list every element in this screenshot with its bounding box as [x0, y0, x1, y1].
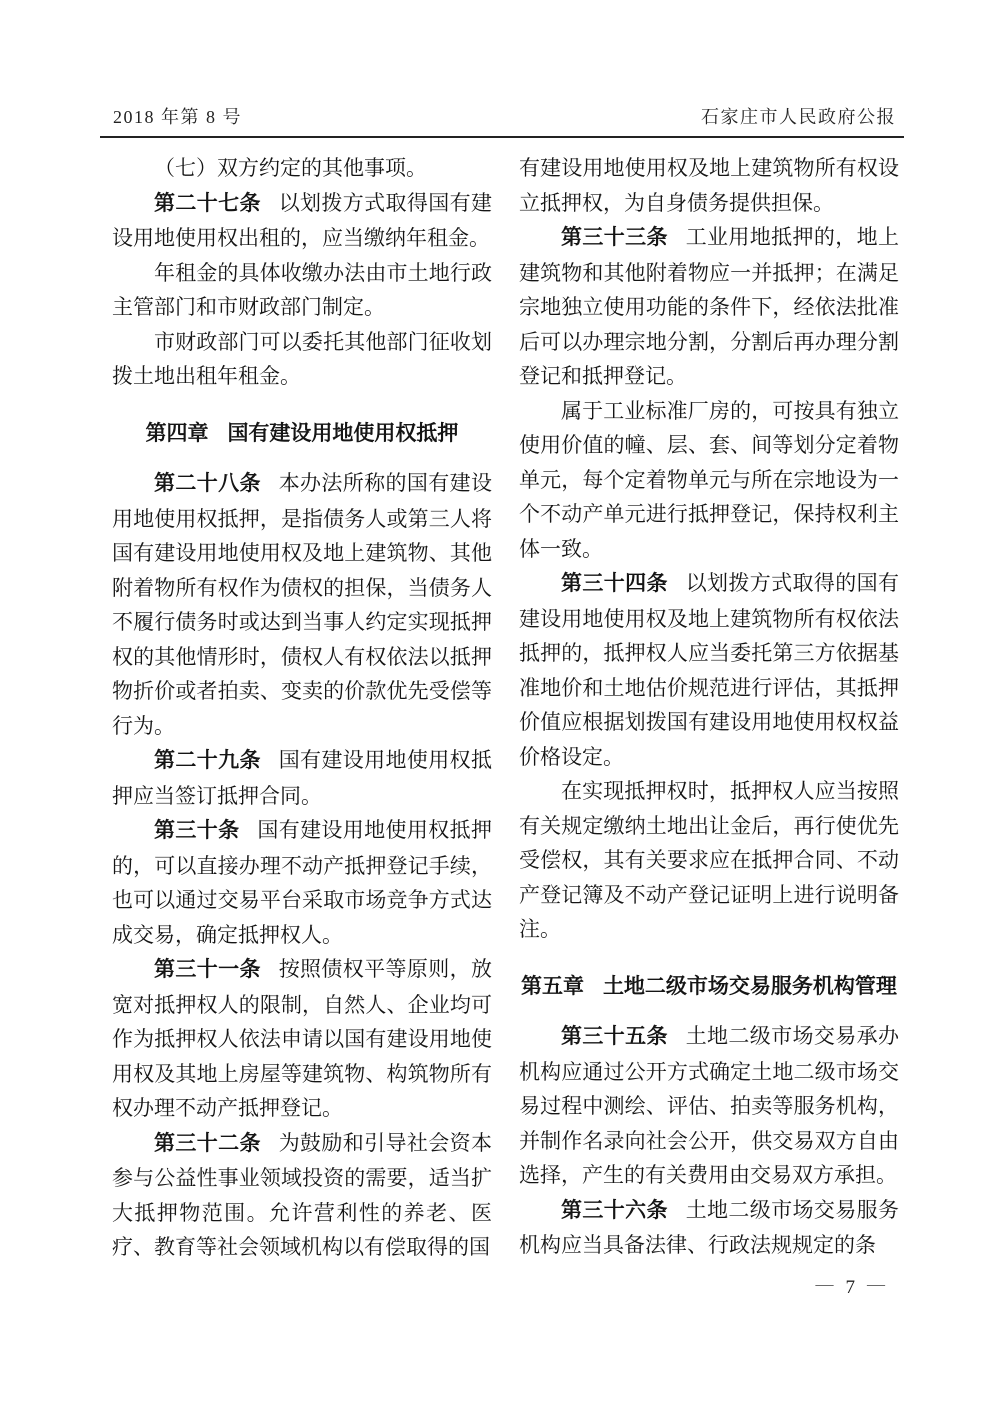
paragraph: [112, 1126, 492, 1265]
text-columns: [112, 151, 899, 1305]
chapter-number: 第五章: [521, 974, 585, 998]
page-number: [519, 1270, 899, 1306]
paragraph-text: 为鼓励和引导社会资本参与公益性事业领域投资的需要，适当扩大抵押物范围。允许营利性的养老、医疗、教育等社会领域机构以有偿取得的国: [112, 1130, 493, 1259]
paragraph: [519, 1019, 899, 1193]
paragraph: [112, 151, 492, 186]
paragraph: [112, 325, 492, 394]
right-column: [519, 151, 899, 1305]
article-number-lead: 第三十条: [154, 819, 240, 842]
paragraph: [112, 952, 492, 1126]
header-rule: [100, 136, 904, 138]
article-number-lead: 第二十八条: [154, 472, 261, 495]
paragraph-text: 有建设用地使用权及地上建筑物所有权设立抵押权，为自身债务提供担保。: [519, 156, 899, 215]
paragraph-text: 本办法所称的国有建设用地使用权抵押，是指债务人或第三人将国有建设用地使用权及地上建筑物、其他附着物所有权作为债权的担保，当债务人不履行债务时或达到当事人约定实现抵押权的其他情形时，债权人有权依法以抵押物折价或者拍卖、变卖的价款优先受偿等行为。: [112, 471, 493, 738]
paragraph: [112, 256, 492, 325]
paragraph: [519, 220, 899, 394]
paragraph: [519, 774, 899, 947]
article-number-lead: 第三十一条: [154, 958, 261, 981]
paragraph-text: 年租金的具体收缴办法由市土地行政主管部门和市财政部门制定。: [112, 260, 492, 319]
page-number-dash-right: —: [867, 1273, 885, 1294]
article-number-lead: 第三十六条: [561, 1198, 668, 1222]
chapter-title: 土地二级市场交易服务机构管理: [602, 974, 897, 998]
paragraph: [519, 1193, 899, 1263]
paragraph-text: 以划拨方式取得国有建设用地使用权出租的，应当缴纳年租金。: [112, 190, 493, 250]
paragraph: [112, 186, 492, 256]
paragraph: [112, 466, 492, 743]
paragraph: [519, 394, 899, 567]
paragraph-text: 国有建设用地使用权抵押的，可以直接办理不动产抵押登记手续，也可以通过交易平台采取市场竞争方式达成交易，确定抵押权人。: [112, 818, 493, 947]
article-number-lead: 第三十三条: [561, 226, 668, 249]
paragraph-text: 按照债权平等原则，放宽对抵押权人的限制，自然人、企业均可作为抵押权人依法申请以国有建设用地使用权及其地上房屋等建筑物、构筑物所有权办理不动产抵押登记。: [112, 957, 493, 1120]
article-number-lead: 第二十九条: [154, 749, 261, 772]
paragraph-text: 以划拨方式取得的国有建设用地使用权及地上建筑物所有权依法抵押的，抵押权人应当委托第三方依据基准地价和土地估价规范进行评估，其抵押价值应根据划拨国有建设用地使用权权益价格设定。: [519, 571, 900, 769]
paragraph: [112, 813, 492, 952]
chapter-title: 国有建设用地使用权抵押: [227, 421, 459, 445]
left-column: [112, 151, 492, 1305]
paragraph-text: 土地二级市场交易服务机构应当具备法律、行政法规规定的条: [519, 1197, 900, 1257]
article-number-lead: 第三十二条: [154, 1131, 261, 1155]
article-number-lead: 第三十五条: [561, 1025, 668, 1048]
issue-number: 2018 年第 8 号: [113, 107, 242, 127]
paragraph-text: 市财政部门可以委托其他部门征收划拨土地出租年租金。: [112, 329, 492, 388]
paragraph-text: 土地二级市场交易承办机构应通过公开方式确定土地二级市场交易过程中测绘、评估、拍卖等服务机构，并制作名录向社会公开，供交易双方自由选择，产生的有关费用由交易双方承担。: [519, 1024, 900, 1187]
paragraph: [519, 566, 899, 774]
paragraph-text: 在实现抵押权时，抵押权人应当按照有关规定缴纳土地出让金后，再行使优先受偿权，其有关要求应在抵押合同、不动产登记簿及不动产登记证明上进行说明备注。: [519, 779, 899, 941]
chapter-number: 第四章: [145, 421, 209, 445]
paragraph-text: 工业用地抵押的，地上建筑物和其他附着物应一并抵押；在满足宗地独立使用功能的条件下，经依法批准后可以办理宗地分割，分割后再办理分割登记和抵押登记。: [519, 225, 900, 388]
page-number-dash-left: —: [815, 1273, 834, 1294]
paragraph-text: 属于工业标准厂房的，可按具有独立使用价值的幢、层、套、间等划分定着物单元，每个定着物单元与所在宗地设为一个不动产单元进行抵押登记，保持权利主体一致。: [519, 398, 899, 561]
paragraph: [112, 743, 492, 813]
page-number-value: 7: [845, 1276, 855, 1298]
paragraph-text: 国有建设用地使用权抵押应当签订抵押合同。: [112, 748, 493, 808]
article-number-lead: 第二十七条: [154, 191, 261, 215]
article-number-lead: 第三十四条: [561, 572, 668, 595]
chapter-heading: [112, 417, 492, 452]
gazette-title: 石家庄市人民政府公报: [701, 107, 896, 127]
chapter-heading: [519, 970, 899, 1005]
page-header: [113, 103, 896, 129]
paragraph-continuation: [519, 151, 899, 220]
paragraph-text: （七）双方约定的其他事项。: [154, 156, 427, 180]
